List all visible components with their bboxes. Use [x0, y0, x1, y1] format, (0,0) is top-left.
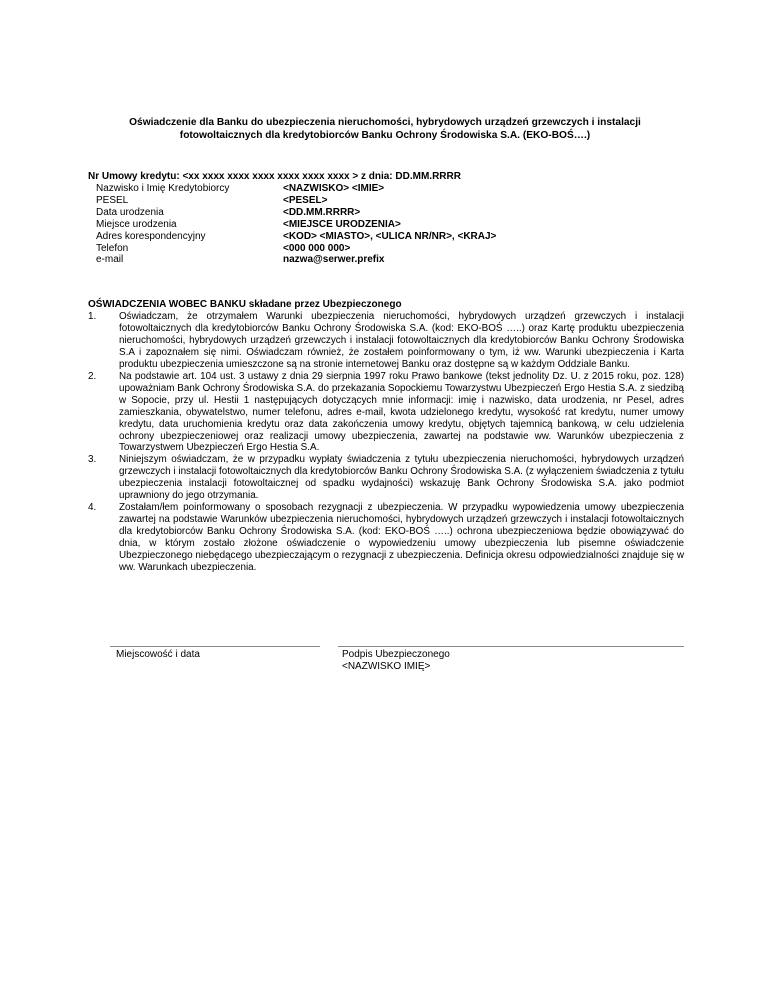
place-date-label: Miejscowość i data — [116, 649, 200, 660]
field-label: Adres korespondencyjny — [96, 230, 206, 242]
signature-line — [338, 646, 684, 647]
field-value: <MIEJSCE URODZENIA> — [283, 218, 401, 230]
declarations-list — [88, 311, 684, 574]
field-value: <KOD> <MIASTO>, <ULICA NR/NR>, <KRAJ> — [283, 230, 497, 242]
declaration-number: 3. — [88, 454, 97, 466]
field-value: <000 000 000> — [283, 242, 351, 254]
field-label: PESEL — [96, 194, 129, 206]
field-value: <PESEL> — [283, 194, 328, 206]
title-line-1: Oświadczenie dla Banku do ubezpieczenia nieruchomości, hybrydowych urządzeń grzewczych i instalacji — [129, 117, 641, 128]
declaration-text: Zostałam/łem poinformowany o sposobach rezygnacji z ubezpieczenia. W przypadku wypowiedzenia umowy ubezpieczenia zawartej na podstawie Warunków ubezpieczenia nieruchomości, hybrydowych urządzeń grzewczych i instalacji fotowoltaicznych dla kredytobiorców Banku Ochrony Środowiska S.A. (kod: EKO-BOŚ …..) ochrona ubezpieczeniowa będzie obowiązywać do dnia, w którym zostało złożone oświadczenie o wypowiedzeniu umowy ubezpieczenia lub pisemne oświadczenie Ubezpieczonego niebędącego ubezpieczającym o rezygnacji z ubezpieczenia. Definicja okresu odpowiedzialności znajduje się w ww. Warunkach ubezpieczenia. — [119, 502, 684, 574]
signature-label: Podpis Ubezpieczonego — [342, 649, 450, 660]
field-label: e-mail — [96, 254, 124, 266]
borrower-fields — [96, 183, 496, 266]
field-label: Telefon — [96, 242, 129, 254]
signature-name: <NAZWISKO IMIĘ> — [342, 661, 431, 672]
document-title — [90, 116, 680, 142]
declaration-item — [88, 371, 684, 455]
field-row-email — [96, 254, 496, 266]
field-label: Nazwisko i Imię Kredytobiorcy — [96, 183, 230, 194]
contract-number-line — [88, 171, 461, 183]
declaration-number: 1. — [88, 311, 97, 322]
field-row-address — [96, 231, 496, 243]
field-value: <NAZWISKO> <IMIE> — [283, 183, 385, 194]
field-row-name — [96, 183, 496, 195]
declarations-heading: OŚWIADCZENIA WOBEC BANKU składane przez Ubezpieczonego — [88, 299, 402, 310]
field-value: <DD.MM.RRRR> — [283, 206, 361, 218]
field-row-birth-place — [96, 219, 496, 231]
declaration-text: Niniejszym oświadczam, że w przypadku wypłaty świadczenia z tytułu ubezpieczenia nieruchomości, hybrydowych urządzeń grzewczych i instalacji fotowoltaicznych dla kredytobiorców Banku Ochrony Środowiska S.A. (z wyłączeniem świadczenia z tytułu ubezpieczenia instalacji fotowoltaicznej od spadku wydajności) wskazuję Bank Ochrony Środowiska S.A. jako podmiot uprawniony do jego otrzymania. — [119, 454, 684, 502]
declaration-number: 2. — [88, 370, 97, 382]
contract-number-value: : <xx xxxx xxxx xxxx xxxx xxxx xxxx > z dnia: DD.MM.RRRR — [176, 171, 461, 182]
field-label: Miejsce urodzenia — [96, 218, 177, 230]
title-line-2: fotowoltaicznych dla kredytobiorców Banku Ochrony Środowiska S.A. (EKO-BOŚ….) — [179, 130, 591, 141]
declaration-number: 4. — [88, 502, 97, 514]
contract-label: Nr Umowy kredytu — [88, 171, 177, 182]
field-label: Data urodzenia — [96, 206, 164, 218]
declaration-item — [88, 454, 684, 502]
place-date-line — [110, 646, 320, 647]
declaration-item — [88, 311, 684, 371]
declaration-text: Oświadczam, że otrzymałem Warunki ubezpieczenia nieruchomości, hybrydowych urządzeń grzewczych i instalacji fotowoltaicznych dla kredytobiorców Banku Ochrony Środowiska S.A. (kod: EKO-BOŚ …..) oraz Kartę produktu ubezpieczenia nieruchomości, hybrydowych urządzeń grzewczych i instalacji fotowoltaicznych dla kredytobiorców Banku Ochrony Środowiska S.A i zapoznałem się nimi. Oświadczam również, że zostałem poinformowany o tym, iż ww. Warunki ubezpieczenia i Karta produktu ubezpieczenia umieszczone są na stronie internetowej Banku oraz dostępne są w każdym Oddziale Banku. — [119, 311, 684, 370]
declaration-text: Na podstawie art. 104 ust. 3 ustawy z dnia 29 sierpnia 1997 roku Prawo bankowe (tekst jednolity Dz. U. z 2015 roku, poz. 128) upoważniam Bank Ochrony Środowiska S.A. do przekazania Sopockiemu Towarzystwu Ubezpieczeń Ergo Hestia S.A. z siedzibą w Sopocie, przy ul. Hestii 1 następujących dotyczących mnie informacji: imię i nazwisko, data urodzenia, nr Pesel, adres zamieszkania, obywatelstwo, numer telefonu, adres e-mail, kwota udzielonego kredytu, wysokość rat kredytu, numer umowy kredytu, data uruchomienia kredytu oraz data zakończenia umowy kredytu, objętych tajemnicą bankową, w celu udzielenia ochrony ubezpieczeniowej oraz realizacji umowy ubezpieczenia, zawartej na podstawie ww. Warunków ubezpieczenia z Towarzystwem Ubezpieczeń Ergo Hestia S.A. — [119, 370, 684, 454]
field-row-birth-date — [96, 207, 496, 219]
field-value: nazwa@serwer.prefix — [283, 254, 385, 266]
field-row-pesel — [96, 195, 496, 207]
declaration-item — [88, 502, 684, 574]
field-row-phone — [96, 243, 496, 255]
